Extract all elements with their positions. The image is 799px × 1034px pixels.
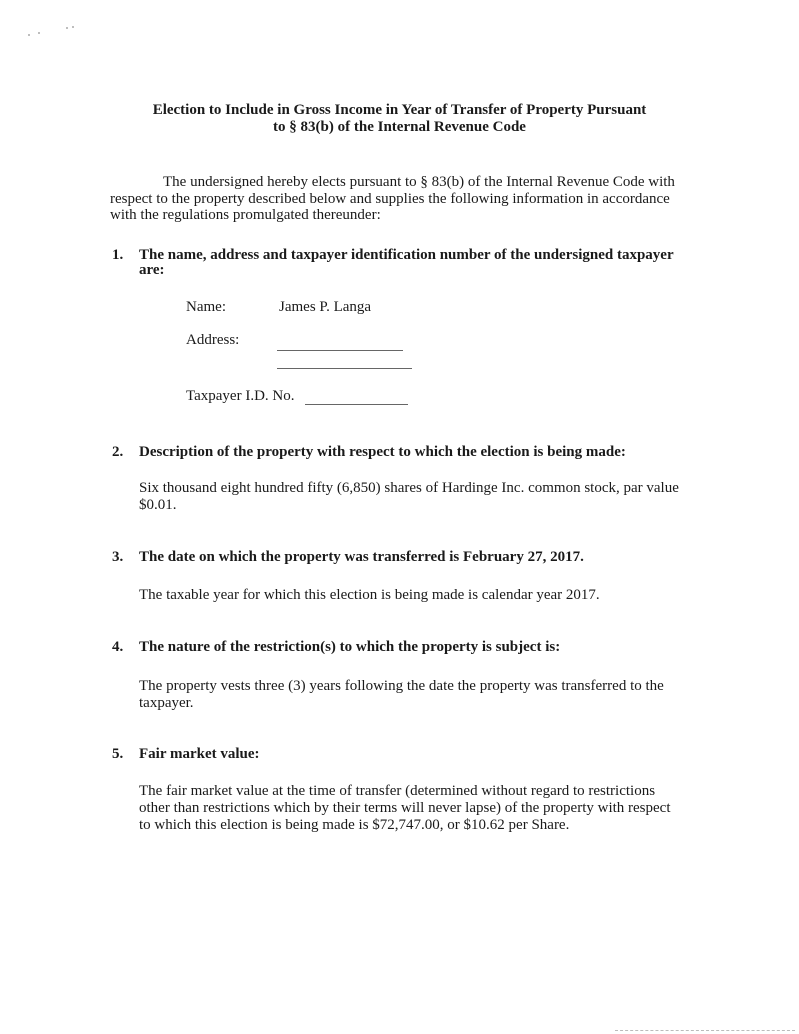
scan-speck (66, 27, 68, 29)
address-blank-line-2 (277, 368, 412, 369)
scan-speck (38, 32, 40, 34)
address-label: Address: (186, 332, 240, 348)
intro-line-1: The undersigned hereby elects pursuant to § 83(b) of the Internal Revenue Code with (163, 174, 675, 190)
tin-blank-line (305, 404, 408, 405)
intro-line-3: with the regulations promulgated thereunder: (110, 207, 381, 223)
section-1-heading-line-1: The name, address and taxpayer identification number of the undersigned taxpayer (139, 247, 674, 263)
section-5-heading: Fair market value: (139, 746, 260, 762)
section-1-heading-line-2: are: (139, 262, 165, 278)
section-4-heading: The nature of the restriction(s) to which the property is subject is: (139, 639, 561, 655)
section-2-number: 2. (112, 444, 124, 460)
name-value: James P. Langa (279, 299, 372, 315)
section-2-heading: Description of the property with respect to which the election is being made: (139, 444, 626, 460)
name-label: Name: (186, 299, 226, 315)
section-5-number: 5. (112, 746, 124, 762)
section-5-body-line-3: to which this election is being made is $72,747.00, or $10.62 per Share. (139, 817, 570, 833)
document-title-line-1: Election to Include in Gross Income in Year of Transfer of Property Pursuant (152, 102, 647, 118)
section-2-body-line-1: Six thousand eight hundred fifty (6,850) shares of Hardinge Inc. common stock, par value (139, 480, 679, 496)
section-3-heading: The date on which the property was transferred is February 27, 2017. (139, 549, 584, 565)
scan-speck (28, 34, 30, 36)
scan-speck (72, 26, 74, 28)
document-title-line-2: to § 83(b) of the Internal Revenue Code (273, 119, 526, 135)
section-3-body: The taxable year for which this election is being made is calendar year 2017. (139, 587, 600, 603)
section-4-number: 4. (112, 639, 124, 655)
address-blank-line-1 (277, 350, 403, 351)
section-4-body-line-1: The property vests three (3) years following the date the property was transferred to the (139, 678, 664, 694)
scan-edge-dashes (615, 1030, 795, 1031)
section-1-number: 1. (112, 247, 124, 263)
section-4-body-line-2: taxpayer. (139, 695, 194, 711)
section-2-body-line-2: $0.01. (139, 497, 177, 513)
section-5-body-line-2: other than restrictions which by their terms will never lapse) of the property with respect (139, 800, 671, 816)
section-5-body-line-1: The fair market value at the time of transfer (determined without regard to restrictions (139, 783, 656, 799)
section-3-number: 3. (112, 549, 124, 565)
tin-label: Taxpayer I.D. No. (186, 388, 295, 404)
intro-line-2: respect to the property described below and supplies the following information in accordance (110, 191, 670, 207)
